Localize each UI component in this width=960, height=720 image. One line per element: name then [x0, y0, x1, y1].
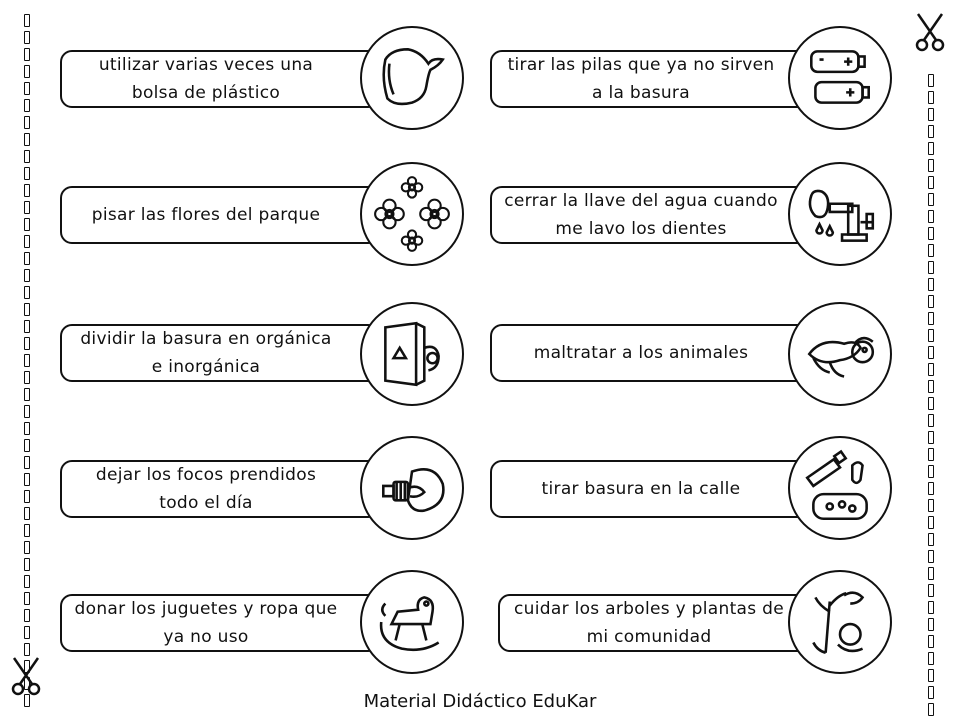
card-label: donar los juguetes y ropa que ya no uso [60, 594, 380, 652]
card-label: dejar los focos prendidos todo el día [60, 460, 380, 518]
trash-items-icon [788, 436, 892, 540]
scissors-icon [912, 12, 948, 52]
cut-line-left [24, 14, 30, 707]
flowers-icon [360, 162, 464, 266]
card-label: pisar las flores del parque [60, 186, 380, 244]
light-bulb-icon [360, 436, 464, 540]
batteries-icon [788, 26, 892, 130]
footer-credit: Material Didáctico EduKar [363, 691, 597, 712]
activity-card [490, 162, 896, 274]
rocking-horse-icon [360, 570, 464, 674]
cut-line-right [928, 74, 934, 716]
water-tap-icon [788, 162, 892, 266]
activity-card [490, 436, 896, 548]
activity-card [60, 570, 466, 682]
card-label: tirar las pilas que ya no sirven a la basura [490, 50, 820, 108]
plastic-bag-icon [360, 26, 464, 130]
card-label: maltratar a los animales [490, 324, 820, 382]
recycle-bin-icon [360, 302, 464, 406]
card-label: utilizar varias veces una bolsa de plástico [60, 50, 380, 108]
activity-card [490, 302, 896, 414]
activity-card [60, 26, 466, 138]
card-label: dividir la basura en orgánica e inorgánica [60, 324, 380, 382]
card-label: cuidar los arboles y plantas de mi comunidad [498, 594, 828, 652]
activity-card [60, 436, 466, 548]
scissors-icon [8, 656, 44, 696]
planting-tree-icon [788, 570, 892, 674]
card-label: tirar basura en la calle [490, 460, 820, 518]
animal-icon [788, 302, 892, 406]
activity-card [490, 26, 896, 138]
activity-card [60, 162, 466, 274]
activity-card [498, 570, 904, 682]
activity-card [60, 302, 466, 414]
card-label: cerrar la llave del agua cuando me lavo los dientes [490, 186, 820, 244]
